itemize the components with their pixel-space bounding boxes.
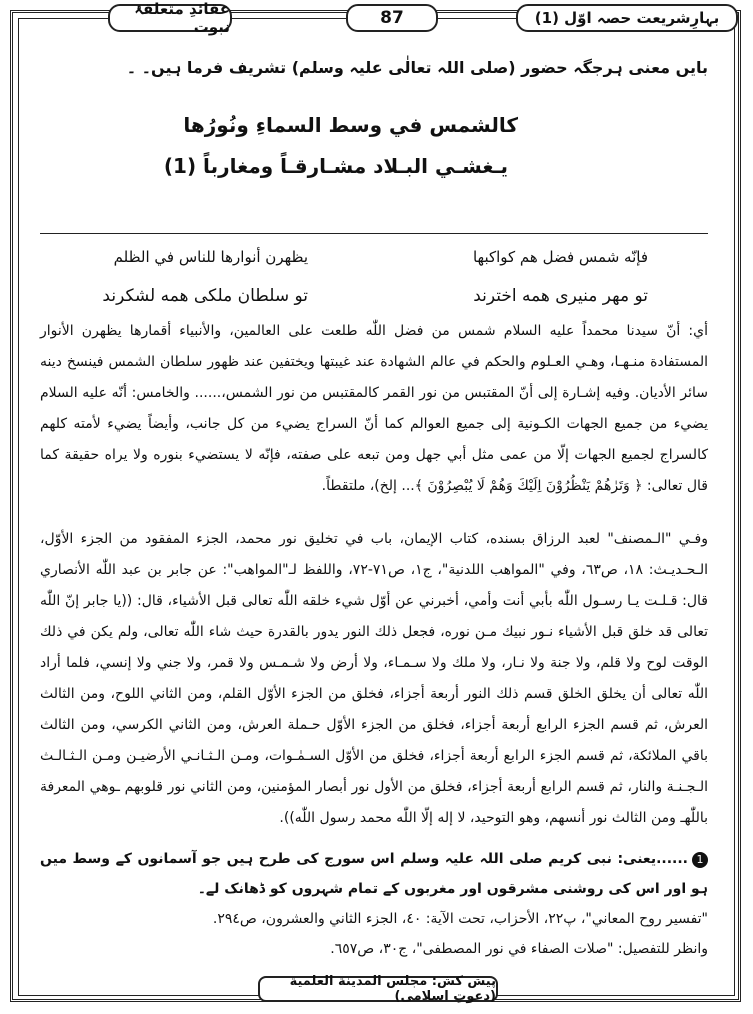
verse-arabic-left: يظهرن أنوارها للناس في الظلم [113, 248, 308, 266]
footnote-urdu: ......یعنی: نبی کریم صلی اللہ علیہ وسلم اس سورج کی طرح ہیں جو آسمانوں کے وسط میں ہو اور اس کی روشنی مشرقوں اور مغربوں کے تمام شہروں کو ڈھانک لے۔ [40, 851, 708, 897]
hadith-paragraph: وفـي "الـمصنف" لعبد الرزاق بسنده، كتاب الإيمان، باب في تخليق نور محمد، الجزء المفقود من الجزء الأوّل، الـحـديـث: ١٨، ص٦٣، وفي "المواهب اللدنية"، ج١، ص٧١-٧٢، واللفظ لـ"المواهب": عن جابر بن عبد اللّٰه الأنصاري قال: قـلـت يـا رسـول اللّٰه بأبي أنت وأمي، أخبرني عن أوّل شيء خلقه اللّٰه تعالى قبل الأشياء، قال: ((يا جابر إنّ اللّٰه تعالى قد خلق قبل الأشياء نـور نبيك مـن نوره، فجعل ذلك النور يدور بالقدرة حيث شاء اللّٰه تعالى، ولم يكن في ذلك الوقت لوح ولا قلم، ولا جنة ولا نـار، ولا ملك ولا سـمـاء، ولا أرض ولا شـمـس ولا قمر، ولا جني ولا إنسي، فلما أراد اللّٰه تعالى أن يخلق الخلق قسم ذلك النور أربعة أجزاء، فخلق من الجزء الأوّل القلم، ومن الثاني اللوح، ومن الثالث العرش، ثم قسم الجزء الرابع أربعة أجزاء، فخلق من الجزء الأوّل حـملة العرش، ومن الثاني الكرسي، ومن الثالث باقي الملائكة، ثم قسم الجزء الرابع أربعة أجزاء، فخلق من الأوّل السـمٰـوات، ومـن الـثـانـي الأرضيـن ومـن الـثـالـث الـجـنـة والنار، ثم قسم الرابع أربعة أجزاء، فخلق من الأول نور أبصار المؤمنين، ومن الثاني نور قلوبهم ـوهي المعرفة باللّٰهـ ومن الثالث نور أنسهم، وهو التوحيد، لا إله إلّا اللّٰه محمد رسول اللّٰه)). [40, 531, 708, 826]
separator [40, 233, 708, 234]
page-header [16, 0, 737, 36]
verse-persian-left: تو سلطان ملکی همه لشکرند [102, 286, 308, 306]
commentary-paragraph: أي: أنّ سيدنا محمداً عليه السلام شمس من فضل اللّٰه طلعت على العالمين، والأنبياء أقمارها يظهرن الأنوار المستفادة منـهـا، وهـي العـلوم والحكم في عالم الشهادة عند غيبتها ويختفين عند ظهور سلطان الشمس فينسخ دينه سائر الأديان. وفيه إشـارة إلى أنّ المقتبس من نور القمر كالمقتبس من نور الشمس،...... والخامس: أنّه عليه السلام يضيء من جميع الجهات الكـونية إلى جميع العوالم كما أنّ السراج يضيء من كل جانب، وأيضاً يضيء لأمته كلهم كالسراج لجميع الجهات إلّا من عمى مثل أبي جهل ومن تبعه على صفته، فإنّه لا يستضيء بنوره ولا يراه حقيقة كما قال تعالى: ﴿ وَتَرٰهُمْ يَنْظُرُوْنَ اِلَيْكَ وَهُمْ لَا يُبْصِرُوْنَ ﴾... إلخ)، ملتقطاً. [40, 323, 708, 494]
verse-arabic-right: فإنّه شمس فضل هم كواكبها [472, 248, 648, 266]
page-footer [0, 974, 753, 1004]
publisher-label: پیش کش: مجلس المدینة العلمیة (دعوتِ اسلامی) [258, 976, 498, 1002]
header-section-title: عقائدِ متعلقۂ نبوت [108, 4, 232, 32]
poem-line-1: كالشمس في وسط السماءِ ونُورُها [183, 113, 518, 137]
footnote-number: 1 [692, 852, 708, 868]
footnote-reference-2: وانظر للتفصيل: "صلات الصفاء في نور المصطفى"، ج٣٠، ص٦٥٧. [330, 941, 708, 957]
poem-line-2: يـغشـي البـلاد مشـارقـاً ومغارباً (1) [163, 154, 508, 178]
page-number: 87 [346, 4, 438, 32]
verse-persian-right: تو مهر منیری همه اخترند [473, 286, 648, 306]
header-book-title: بہارِشریعت حصہ اوّل (1) [516, 4, 738, 32]
footnote [40, 844, 708, 964]
footnote-reference-1: "تفسير روح المعاني"، پ٢٢، الأحزاب، تحت الآية: ٤٠، الجزء الثاني والعشرون، ص٢٩٤. [212, 911, 708, 927]
intro-text: بایں معنی ہرجگہ حضور (صلی اللہ تعالٰی علیہ وسلم) تشریف فرما ہیں۔ ۔ [126, 58, 708, 77]
